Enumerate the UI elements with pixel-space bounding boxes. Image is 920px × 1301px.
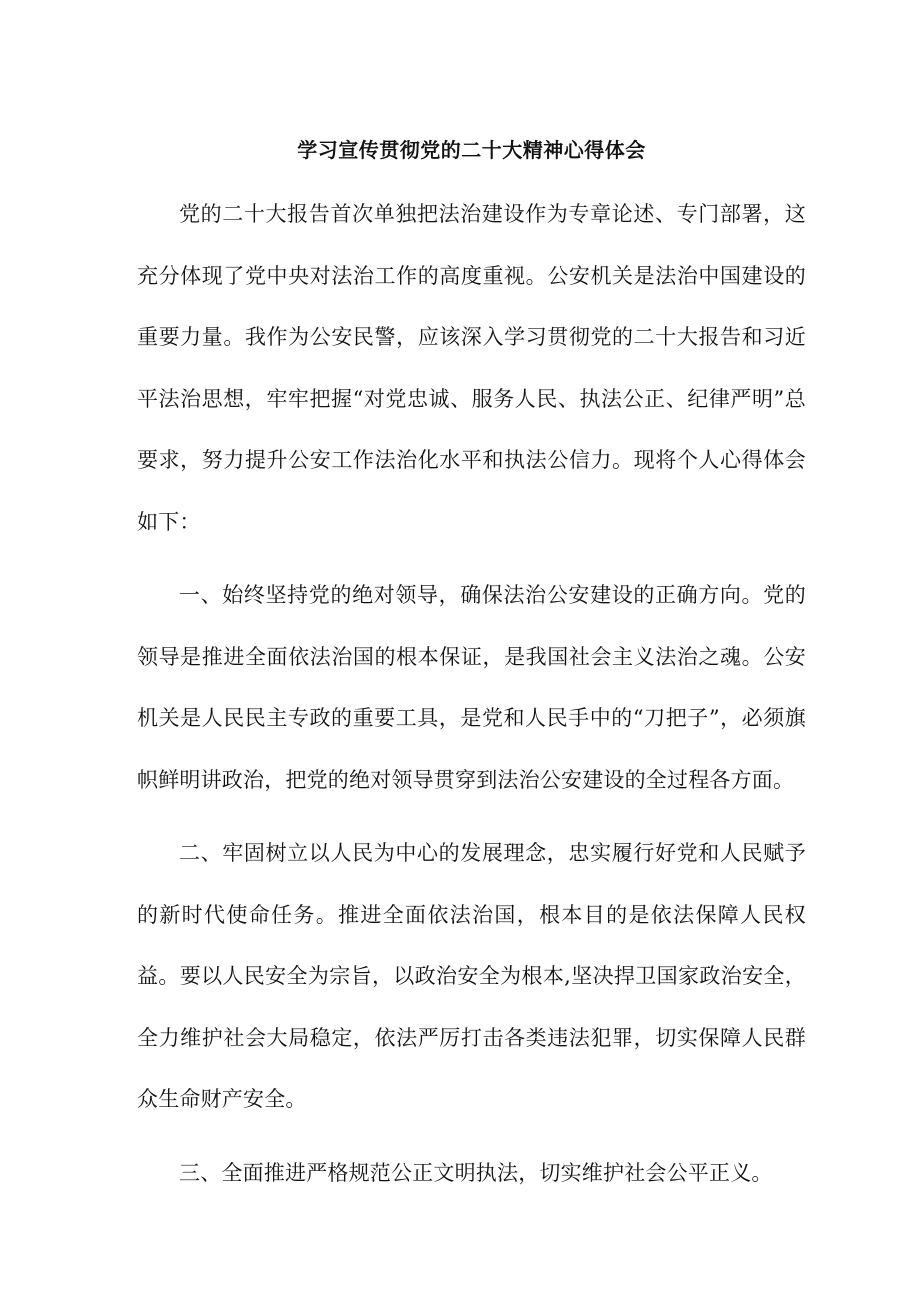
paragraph-intro: 党的二十大报告首次单独把法治建设作为专章论述、专门部署，这充分体现了党中央对法治工作的高度重视。公安机关是法治中国建设的重要力量。我作为公安民警，应该深入学习贯彻党的二十大报告和习近平法治思想，牢牢把握“对党忠诚、服务人民、执法公正、纪律严明”总要求，努力提升公安工作法治化水平和执法公信力。现将个人心得体会如下： [137,202,806,534]
paragraph-point-one: 一、始终坚持党的绝对领导，确保法治公安建设的正确方向。党的领导是推进全面依法治国的根本保证，是我国社会主义法治之魂。公安机关是人民民主专政的重要工具，是党和人民手中的“刀把子”，必须旗帜鲜明讲政治，把党的绝对领导贯穿到法治公安建设的全过程各方面。 [137,583,806,792]
document-title: 学习宣传贯彻党的二十大精神心得体会 [297,138,646,162]
paragraph-point-three: 三、全面推进严格规范公正文明执法，切实维护社会公平正义。 [179,1160,773,1185]
paragraph-point-two: 二、牢固树立以人民为中心的发展理念，忠实履行好党和人民赋予的新时代使命任务。推进全面依法治国，根本目的是依法保障人民权益。要以人民安全为宗旨，以政治安全为根本,坚决捍卫国家政治安全，全力维护社会大局稳定，依法严厉打击各类违法犯罪，切实保障人民群众生命财产安全。 [137,841,806,1111]
